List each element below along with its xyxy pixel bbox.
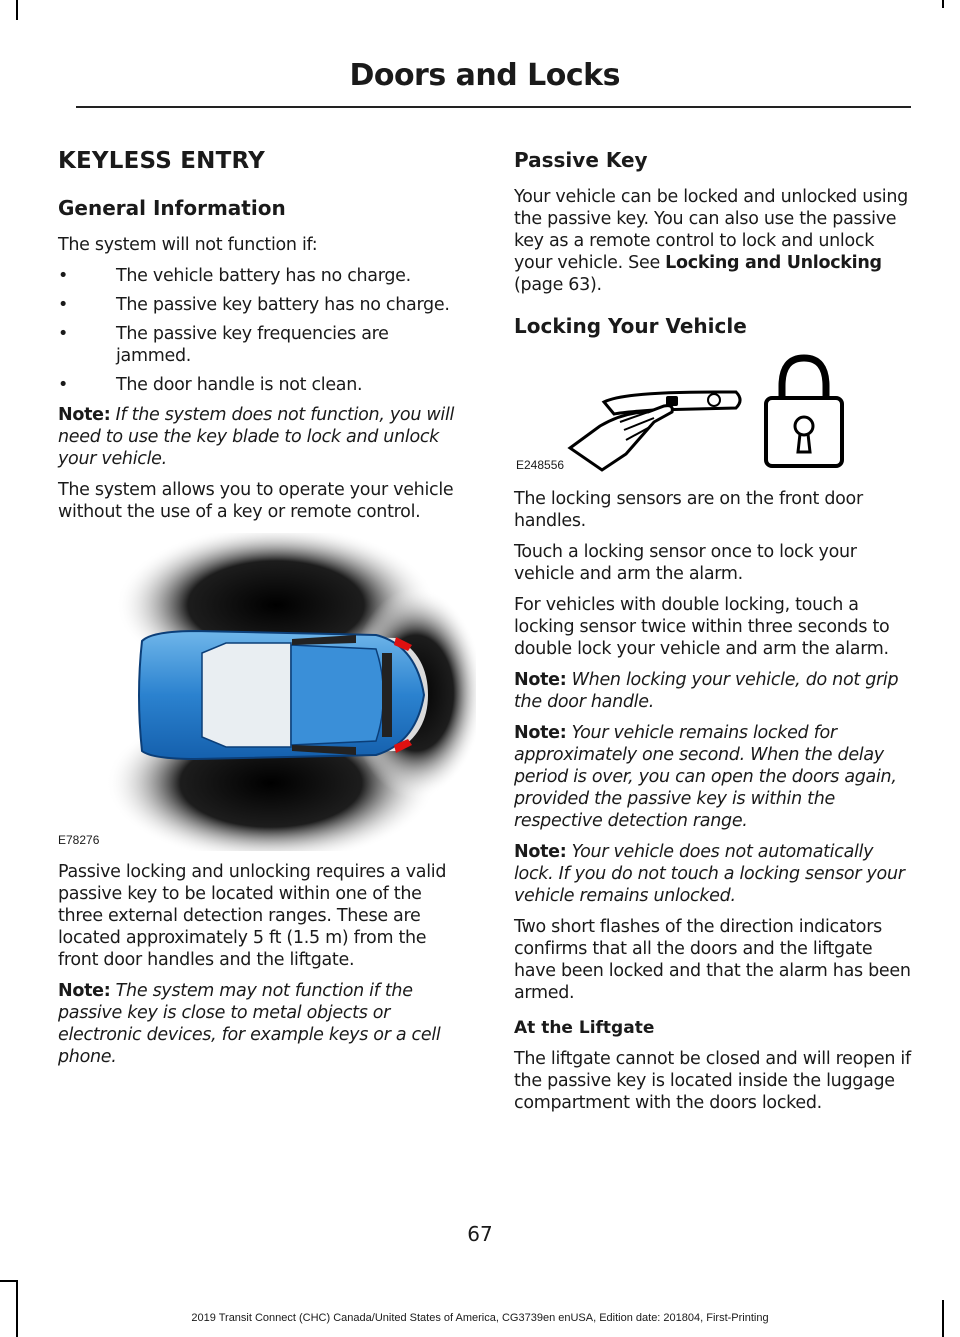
locking-sensor-figure bbox=[514, 352, 912, 476]
note-text: Your vehicle remains locked for approximately one second. When the delay period is over, you can open the doors again, provided the passive key is within the respective detection range. bbox=[514, 723, 897, 831]
crop-mark bbox=[0, 1280, 18, 1282]
note-label: Note: bbox=[514, 670, 567, 690]
note-label: Note: bbox=[58, 981, 111, 1001]
subsection-heading: Locking Your Vehicle bbox=[514, 314, 747, 338]
car-detection-range-illustration bbox=[56, 533, 476, 851]
cross-reference-link[interactable]: Locking and Unlocking bbox=[665, 253, 882, 273]
conditions-list bbox=[58, 265, 456, 396]
paragraph: Passive locking and unlocking requires a valid passive key to be located within one of the three external detection ranges. These are located approximately 5 ft (1.5 m) from the front door handles and the liftgate. bbox=[58, 862, 447, 970]
header-rule bbox=[76, 106, 911, 108]
paragraph: The liftgate cannot be closed and will reopen if the passive key is located inside the luggage compartment with the doors locked. bbox=[514, 1049, 911, 1113]
intro-text: The system will not function if: bbox=[58, 235, 318, 255]
note-label: Note: bbox=[58, 405, 111, 425]
list-item: • The vehicle battery has no charge. bbox=[58, 265, 456, 287]
paragraph: Two short flashes of the direction indicators confirms that all the doors and the liftgate have been locked and that the alarm has been armed. bbox=[514, 917, 911, 1003]
paragraph: Touch a locking sensor once to lock your vehicle and arm the alarm. bbox=[514, 542, 857, 584]
figure-code: E78276 bbox=[58, 833, 100, 847]
list-item: • The door handle is not clean. bbox=[58, 374, 456, 396]
paragraph: The system allows you to operate your vehicle without the use of a key or remote control. bbox=[58, 480, 454, 522]
note bbox=[514, 841, 912, 907]
handle-button-icon bbox=[708, 394, 720, 406]
padlock-shackle bbox=[782, 358, 826, 400]
section-heading: KEYLESS ENTRY bbox=[58, 148, 266, 174]
padlock-icon bbox=[766, 398, 842, 466]
rear-window bbox=[382, 653, 392, 737]
note bbox=[514, 669, 912, 713]
hand-icon bbox=[570, 406, 672, 470]
note-text: The system may not function if the passive key is close to metal objects or electronic devices, for example keys or a cell phone. bbox=[58, 981, 441, 1067]
subsection-heading: Passive Key bbox=[514, 148, 648, 172]
locking-sensor-illustration bbox=[514, 352, 912, 476]
right-column bbox=[514, 138, 912, 1123]
roof bbox=[291, 645, 384, 745]
note-text: Your vehicle does not automatically lock. If you do not touch a locking sensor your vehicle remains unlocked. bbox=[514, 842, 905, 906]
crop-mark bbox=[16, 1280, 18, 1337]
paragraph bbox=[514, 186, 912, 296]
note-text: When locking your vehicle, do not grip the door handle. bbox=[514, 670, 899, 712]
crop-mark bbox=[942, 0, 944, 8]
note-text: If the system does not function, you will need to use the key blade to lock and unlock your vehicle. bbox=[58, 405, 455, 469]
figure-code: E248556 bbox=[516, 458, 565, 472]
page-number: 67 bbox=[467, 1222, 493, 1246]
list-item: • The passive key battery has no charge. bbox=[58, 294, 456, 316]
page-reference: (page 63). bbox=[514, 275, 602, 295]
note-label: Note: bbox=[514, 723, 567, 743]
crop-mark bbox=[16, 0, 18, 20]
page-header-title: Doors and Locks bbox=[349, 58, 620, 93]
subsection-heading: At the Liftgate bbox=[514, 1018, 655, 1038]
note bbox=[514, 722, 912, 832]
note bbox=[58, 404, 456, 470]
paragraph: The locking sensors are on the front door handles. bbox=[514, 489, 863, 531]
left-column bbox=[58, 138, 456, 1077]
car-detection-figure bbox=[56, 533, 476, 851]
paragraph: For vehicles with double locking, touch a locking sensor twice within three seconds to double lock your vehicle and arm the alarm. bbox=[514, 595, 890, 659]
note-label: Note: bbox=[514, 842, 567, 862]
list-item: • The passive key frequencies are jammed. bbox=[58, 323, 456, 367]
subsection-heading: General Information bbox=[58, 196, 286, 220]
page-footer: 2019 Transit Connect (CHC) Canada/United States of America, CG3739en enUSA, Edition date: 201804, First-Printing bbox=[191, 1312, 769, 1324]
paragraph-text: Your vehicle can be locked and unlocked using the passive key. You can also use the passive key as a remote control to lock and unlock your vehicle. See bbox=[514, 187, 908, 273]
windshield bbox=[202, 643, 291, 747]
note bbox=[58, 980, 456, 1068]
